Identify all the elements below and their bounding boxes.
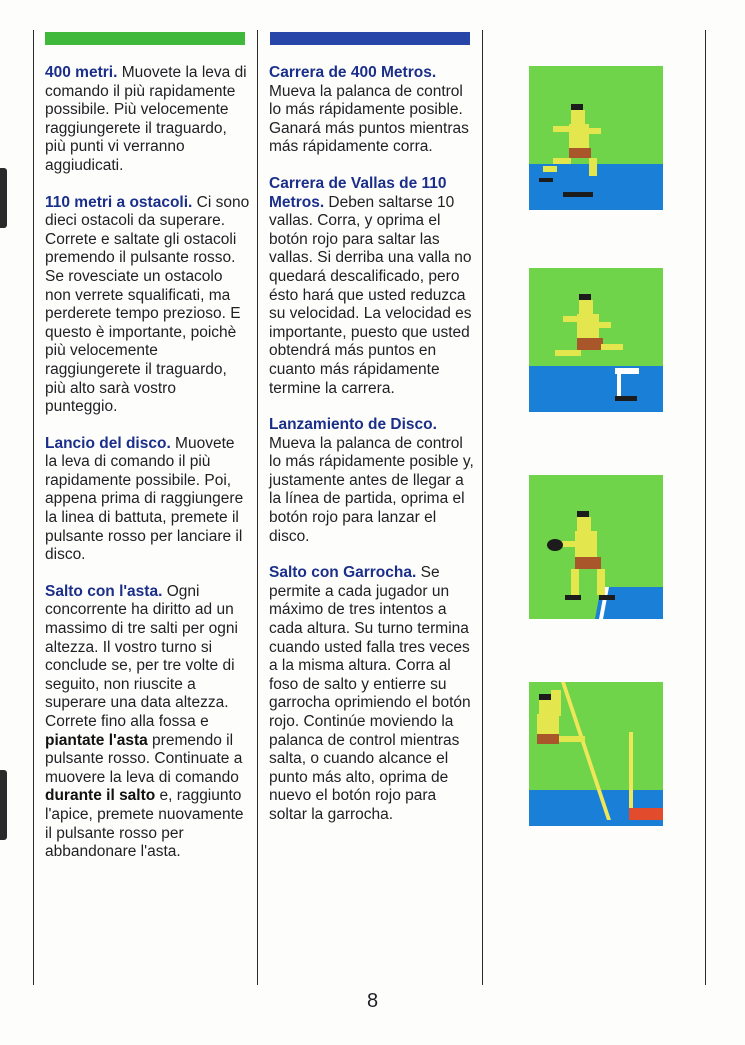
spanish-column — [269, 64, 474, 843]
italian-column — [45, 64, 250, 880]
column-rule-2 — [257, 30, 258, 985]
discus-thrower-graphic — [529, 475, 663, 619]
entry-body: e, raggiunto l'apice, premete nuovamente il pulsante rosso per abbandonare l'asta. — [45, 787, 244, 861]
entry-heading: 400 metri. — [45, 64, 118, 81]
italian-entry-discus — [45, 435, 250, 565]
entry-body: premendo il pulsante rosso. Continuate a muovere la leva di comando — [45, 731, 243, 786]
spanish-entry-discus — [269, 416, 474, 546]
italian-entry-hurdles — [45, 194, 250, 417]
column-rule-1 — [33, 30, 34, 985]
italian-entry-pole-vault — [45, 583, 250, 862]
illustration-hurdles — [529, 268, 663, 412]
entry-body: Se permite a cada jugador un máximo de tres intentos a cada altura. Su turno termina cuando usted falla tres veces a la misma altura. Corra al foso de salto y entierre su garrocha oprimiendo el botón rojo. Continúe moviendo la palanca de control mientras salta, o cuando alcance el punto más alto, oprima de nuevo el botón rojo para soltar la garrocha. — [269, 564, 471, 823]
hurdler-graphic — [529, 268, 663, 412]
entry-heading: Salto con l'asta. — [45, 582, 163, 600]
spanish-entry-pole-vault — [269, 564, 474, 824]
entry-heading: Lancio del disco. — [45, 434, 171, 452]
entry-body: Muovete la leva di comando il più rapidamente possibile. Più velocemente raggiungerete il traguardo, più punti vi verranno aggiudicati. — [45, 64, 247, 174]
italian-color-bar — [45, 32, 245, 45]
entry-heading: Salto con Garrocha. — [269, 564, 417, 582]
runner-graphic — [529, 66, 663, 210]
entry-heading: Lanzamiento de Disco. — [269, 416, 437, 434]
entry-heading: 110 metri a ostacoli. — [45, 193, 193, 211]
illustration-400m-runner — [529, 66, 663, 210]
entry-body: Muovete la leva di comando il più rapidamente possibile. Poi, appena prima di raggiungere la linea di battuta, premete il pulsante rosso per lanciare il disco. — [45, 434, 244, 564]
entry-heading: Carrera de 400 Metros. — [269, 64, 437, 81]
column-rule-3 — [482, 30, 483, 985]
entry-body: Mueva la palanca de control lo más rápidamente posible. Ganará más puntos mientras más rápidamente corra. — [269, 82, 469, 156]
page-number: 8 — [366, 990, 379, 1012]
entry-body: Ogni concorrente ha diritto ad un massimo di tre salti per ogni altezza. Il vostro turno si conclude se, per tre volte di seguito, non riuscite a superare una data altezza. Correte fino alla fossa e — [45, 582, 238, 730]
binder-clip-top — [0, 168, 7, 228]
spanish-entry-hurdles — [269, 175, 474, 398]
entry-emphasis: piantate l'asta — [45, 731, 148, 749]
entry-heading: Carrera de Vallas de 110 Metros. — [269, 174, 447, 211]
pole-vaulter-graphic — [529, 682, 663, 826]
entry-body: Ci sono dieci ostacoli da superare. Correte e saltate gli ostacoli premendo il pulsante rosso. Se rovesciate un ostacolo non verrete squalificati, ma perderete tempo prezioso. E questo è importante, poichè più velocemente raggiungerete il traguardo, più alto sarà vostro punteggio. — [45, 193, 250, 416]
illustration-pole-vault — [529, 682, 663, 826]
italian-entry-400m — [45, 64, 250, 176]
spanish-entry-400m — [269, 64, 474, 157]
entry-body: Deben saltarse 10 vallas. Corra, y oprima el botón rojo para saltar las vallas. Si derriba una valla no quedará descalificado, pero ésto hará que usted reduzca su velocidad. La velocidad es importante, puesto que usted obtendrá más puntos en cuanto más rápidamente termine la carrera. — [269, 193, 472, 397]
illustration-discus — [529, 475, 663, 619]
entry-body: Mueva la palanca de control lo más rápidamente posible y, justamente antes de llegar a la línea de partida, oprima el botón rojo para lanzar el disco. — [269, 434, 474, 545]
column-rule-4 — [705, 30, 706, 985]
binder-clip-bottom — [0, 770, 7, 840]
spanish-color-bar — [270, 32, 470, 45]
entry-emphasis: durante il salto — [45, 787, 156, 805]
